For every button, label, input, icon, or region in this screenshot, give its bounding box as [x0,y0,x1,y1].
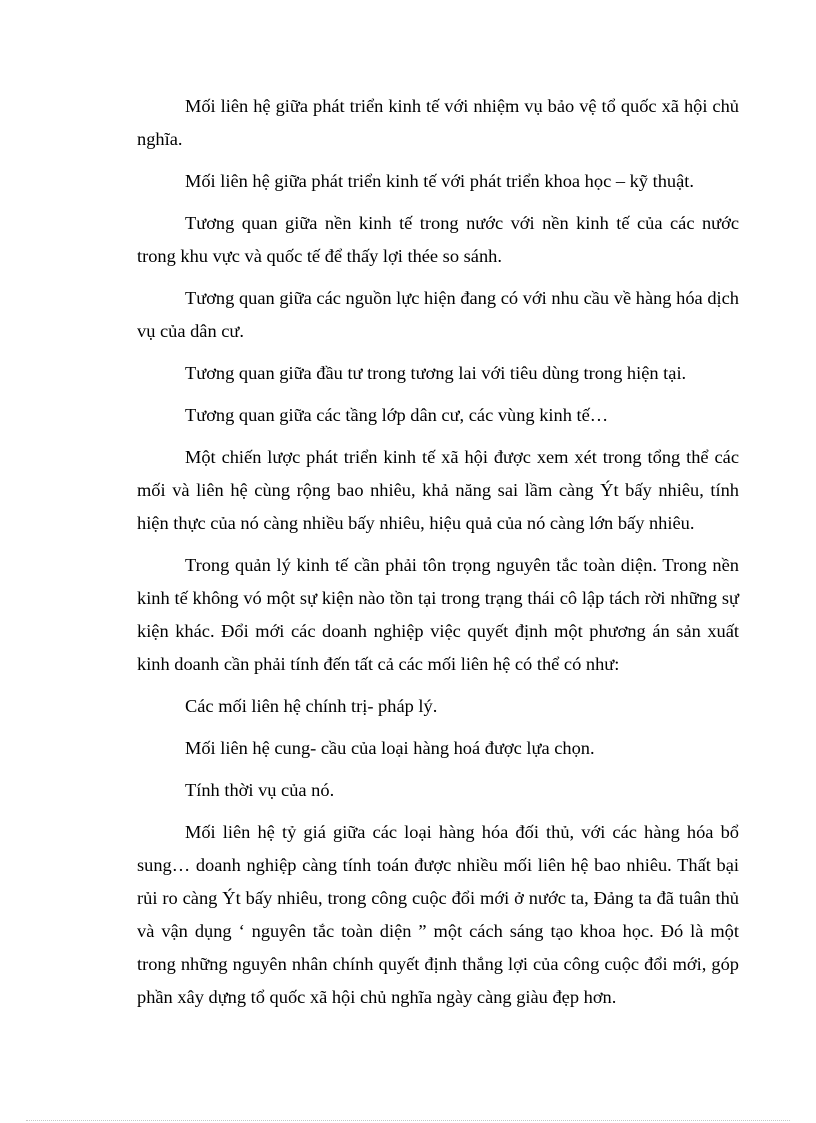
paragraph-4: Tương quan giữa các nguồn lực hiện đang có với nhu cầu về hàng hóa dịch vụ của dân cư. [137,288,739,341]
page-bottom-divider [26,1120,790,1121]
paragraph-7: Một chiến lược phát triển kinh tế xã hội được xem xét trong tổng thể các mối và liên hệ cùng rộng bao nhiêu, khả năng sai lầm càng Ýt bấy nhiêu, tính hiện thực của nó càng nhiều bấy nhiêu, hiệu quả của nó càng lớn bấy nhiêu. [137,447,739,533]
paragraph-1: Mối liên hệ giữa phát triển kinh tế với nhiệm vụ bảo vệ tổ quốc xã hội chủ nghĩa. [137,96,739,149]
paragraph-2: Mối liên hệ giữa phát triển kinh tế với phát triển khoa học – kỹ thuật. [185,171,694,191]
document-page [137,90,739,1014]
paragraph-12: Mối liên hệ tỷ giá giữa các loại hàng hóa đối thủ, với các hàng hóa bổ sung… doanh nghiệp càng tính toán được nhiều mối liên hệ bao nhiêu. Thất bại rủi ro càng Ýt bấy nhiêu, trong công cuộc đổi mới ở nước ta, Đảng ta đã tuân thủ và vận dụng ‘ nguyên tắc toàn diện ” một cách sáng tạo khoa học. Đó là một trong những nguyên nhân chính quyết định thắng lợi của công cuộc đổi mới, góp phần xây dựng tổ quốc xã hội chủ nghĩa ngày càng giàu đẹp hơn. [137,822,739,1007]
paragraph-9: Các mối liên hệ chính trị- pháp lý. [185,696,438,716]
paragraph-3: Tương quan giữa nền kinh tế trong nước với nền kinh tế của các nước trong khu vực và quốc tế để thấy lợi thée so sánh. [137,213,739,266]
paragraph-11: Tính thời vụ của nó. [185,780,335,800]
paragraph-8: Trong quản lý kinh tế cần phải tôn trọng nguyên tắc toàn diện. Trong nền kinh tế không vó một sự kiện nào tồn tại trong trạng thái cô lập tách rời những sự kiện khác. Đổi mới các doanh nghiệp việc quyết định một phương án sản xuất kinh doanh cần phải tính đến tất cả các mối liên hệ có thể có như: [137,555,739,674]
paragraph-5: Tương quan giữa đầu tư trong tương lai với tiêu dùng trong hiện tại. [185,363,687,383]
paragraph-6: Tương quan giữa các tầng lớp dân cư, các vùng kinh tế… [185,405,609,425]
paragraph-10: Mối liên hệ cung- cầu của loại hàng hoá được lựa chọn. [185,738,595,758]
